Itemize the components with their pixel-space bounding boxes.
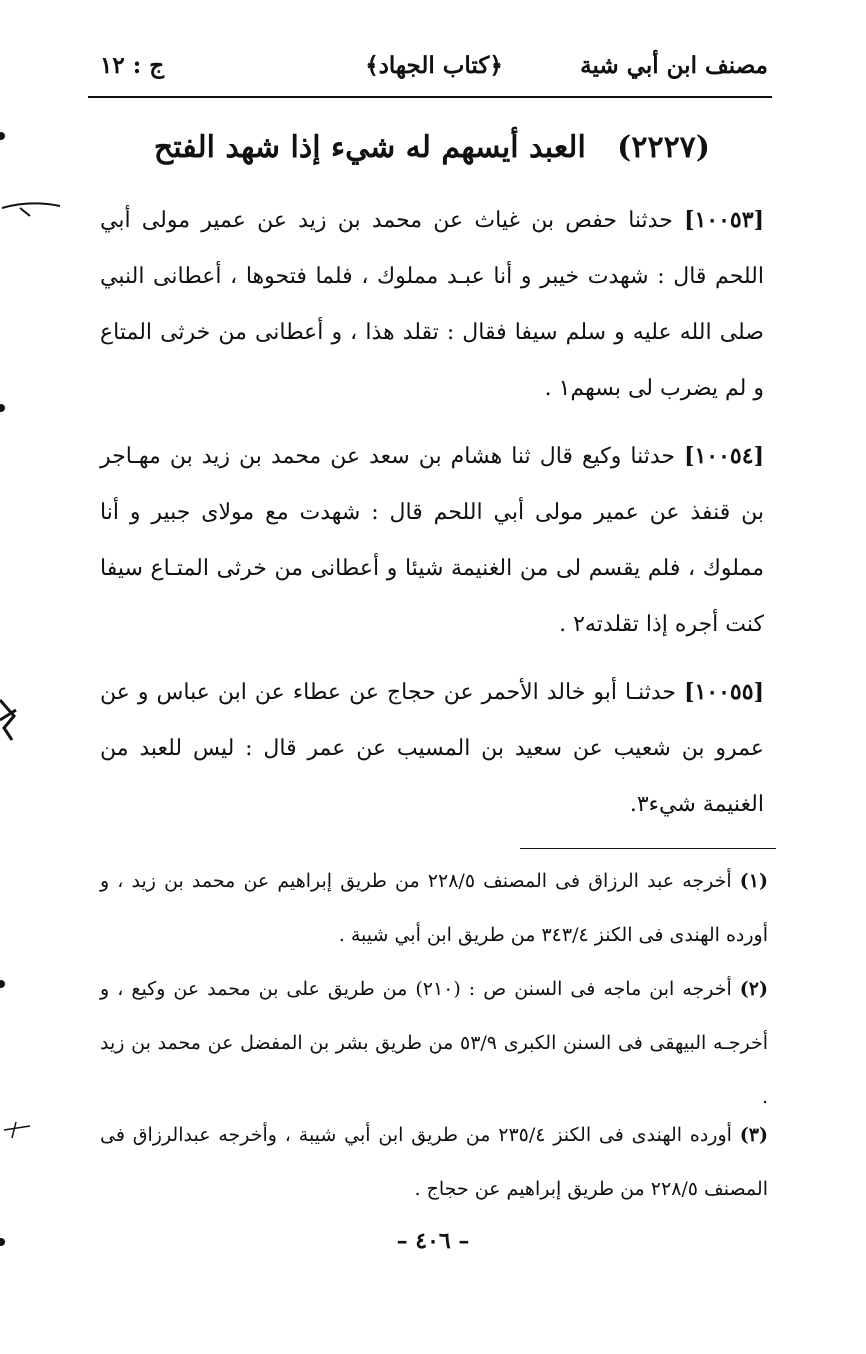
hadith-paragraph bbox=[100, 192, 764, 417]
chapter-title: العبد أيسهم له شيء إذا شهد الفتح bbox=[153, 130, 586, 165]
hadith-text: حدثنا وكيع قال ثنا هشام بن سعد عن محمد بن زيد بن مهـاجر بن قنفذ عن عمير مولى أبي اللحم قال : شهدت مع مولاى جبير و أنا مملوك ، فلم يقسم لى من الغنيمة شيئا و أعطانى من خرثى المتـاع سيفا كنت أجره إذا تقلدته٢ . bbox=[100, 444, 764, 637]
book-title: مصنف ابن أبي شية bbox=[580, 52, 768, 79]
section-title: ﴿كتاب الجهاد﴾ bbox=[365, 52, 503, 79]
footnote-rule bbox=[520, 848, 776, 849]
running-header bbox=[100, 52, 768, 92]
footnote-number: (٢) bbox=[739, 978, 769, 1000]
chapter-number: (٢٢٢٧) bbox=[617, 130, 710, 165]
scan-mark bbox=[0, 698, 24, 742]
footnote-text: أورده الهندى فى الكنز ٢٣٥/٤ من طريق ابن أبي شيبة ، وأخرجه عبدالرزاق فى المصنف ٢٢٨/٥ من طريق إبراهيم عن حجاج . bbox=[100, 1124, 768, 1200]
hadith-text: حدثنا حفص بن غياث عن محمد بن زيد عن عمير مولى أبي اللحم قال : شهدت خيبر و أنا عبـد مملوك ، فلما فتحوها ، أعطانى النبي صلى الله عليه و سلم سيفا فقال : تقلد هذا ، و أعطانى من خرثى المتاع و لم يضرب لى بسهم١ . bbox=[100, 208, 764, 401]
footnote bbox=[100, 854, 768, 962]
scan-mark bbox=[2, 1118, 34, 1142]
hadith-number: [١٠٠٥٤] bbox=[684, 443, 764, 469]
hadith-number: [١٠٠٥٥] bbox=[684, 679, 764, 705]
hadith-paragraph bbox=[100, 428, 764, 653]
footnote bbox=[100, 1108, 768, 1216]
footnote bbox=[100, 962, 768, 1124]
scan-mark bbox=[0, 196, 64, 220]
header-rule bbox=[88, 96, 772, 98]
hadith-paragraph bbox=[100, 664, 764, 833]
footnote-text: أخرجه عبد الرزاق فى المصنف ٢٢٨/٥ من طريق إبراهيم عن محمد بن زيد ، و أورده الهندى فى الكنز ٣٤٣/٤ من طريق ابن أبي شيبة . bbox=[100, 870, 768, 946]
volume-number: ج : ١٢ bbox=[100, 52, 165, 79]
footnote-number: (١) bbox=[739, 870, 768, 892]
chapter-heading bbox=[90, 130, 710, 165]
footnote-text: أخرجه ابن ماجه فى السنن ص : (٢١٠) من طريق على بن محمد عن وكيع ، و أخرجـه البيهقى فى السنن الكبرى ٥٣/٩ من طريق بشر بن المفضل عن محمد بن زيد . bbox=[100, 978, 768, 1108]
footnote-number: (٣) bbox=[739, 1124, 768, 1146]
page-number: – ٤٠٦ – bbox=[396, 1228, 470, 1254]
hadith-number: [١٠٠٥٣] bbox=[684, 207, 764, 233]
hadith-text: حدثنـا أبو خالد الأحمر عن حجاج عن عطاء عن ابن عباس و عن عمرو بن شعيب عن سعيد بن المسيب عن عمر قال : ليس للعبد من الغنيمة شيء٣. bbox=[100, 680, 764, 817]
